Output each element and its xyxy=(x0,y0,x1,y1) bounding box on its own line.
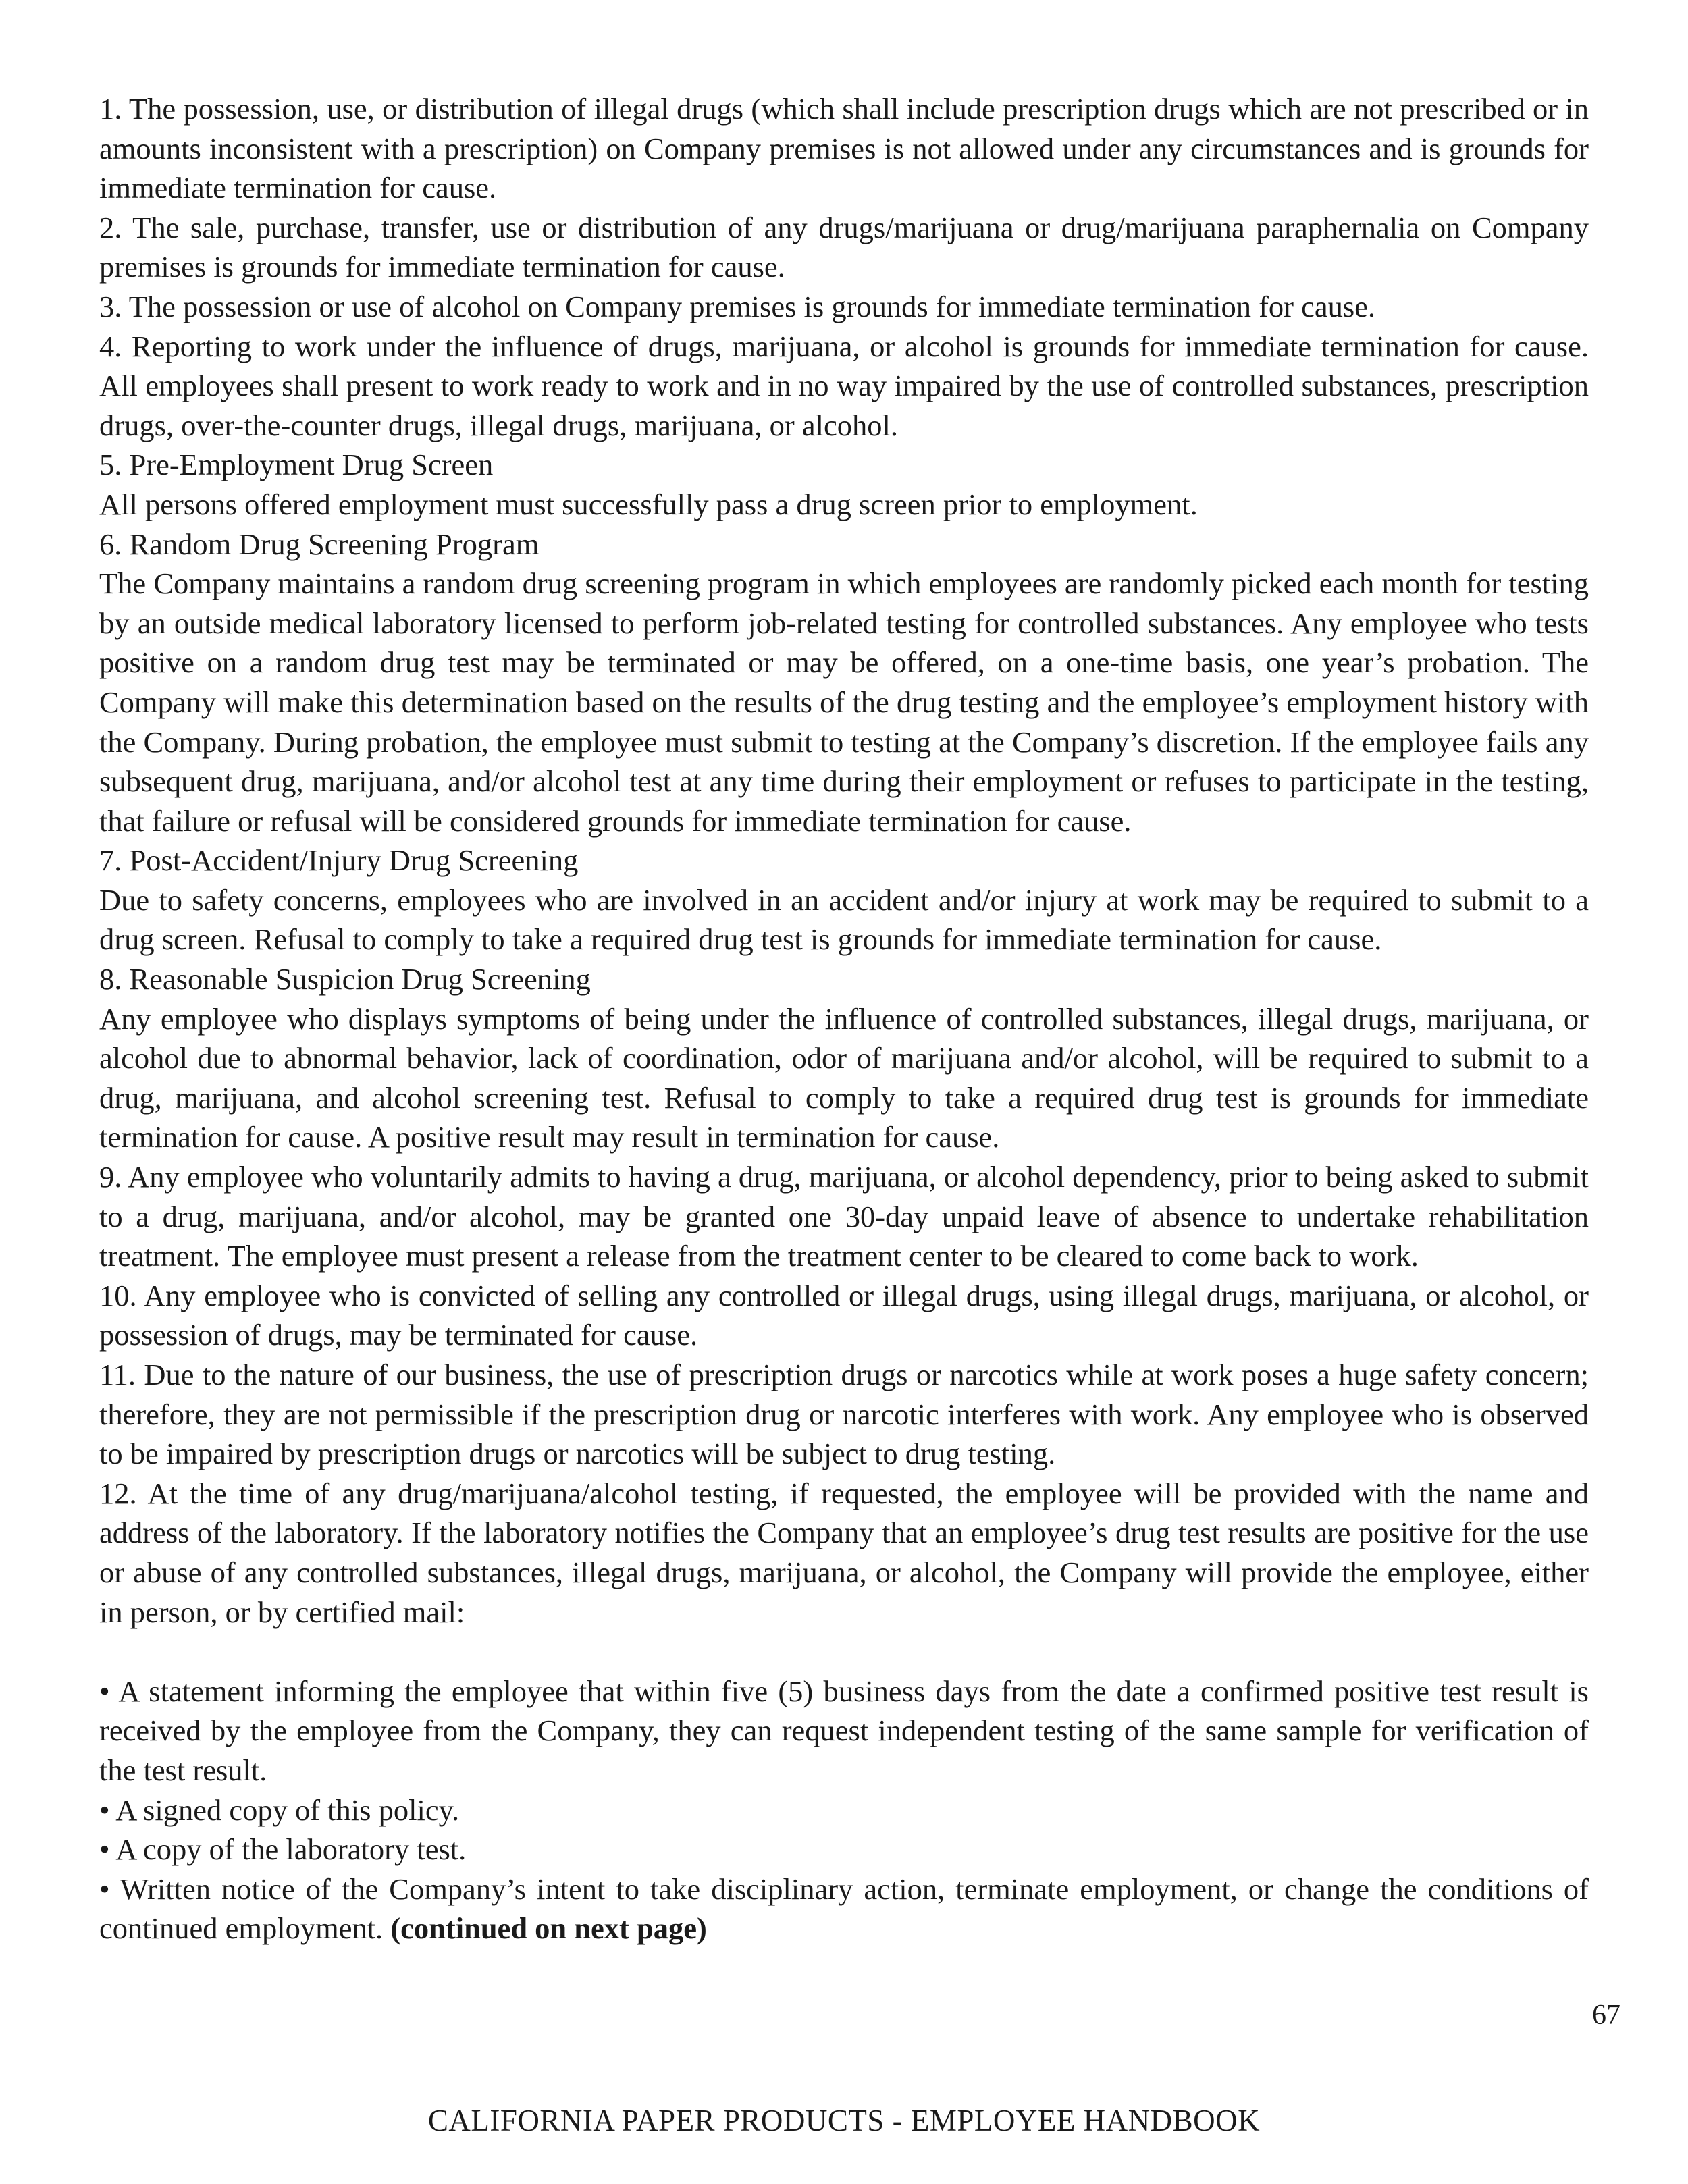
section-heading-pre-employment: 5. Pre-Employment Drug Screen xyxy=(99,448,494,482)
bullet-item-lab-test: • A copy of the laboratory test. xyxy=(99,1832,467,1867)
bullet-item-written-notice xyxy=(99,1869,1589,1948)
bullet-text-written-notice: • Written notice of the Company’s intent to take disciplinary action, terminate employment, or change the conditions of continued employment. xyxy=(99,1871,1589,1946)
policy-item-2: 2. The sale, purchase, transfer, use or distribution of any drugs/marijuana or drug/marijuana paraphernalia on Company premises is grounds for immediate termination for cause. xyxy=(99,210,1589,284)
policy-item-11: 11. Due to the nature of our business, the use of prescription drugs or narcotics while at work poses a huge safety concern; therefore, they are not permissible if the prescription drug or narcotic interferes with work. Any employee who is observed to be impaired by prescription drugs or narcotics will be subject to drug testing. xyxy=(99,1358,1589,1471)
continued-note: (continued on next page) xyxy=(390,1911,707,1946)
policy-item-4: 4. Reporting to work under the influence of drugs, marijuana, or alcohol is grounds for immediate termination for cause. All employees shall present to work ready to work and in no way impaired by the use of controlled substances, prescription drugs, over-the-counter drugs, illegal drugs, marijuana, or alcohol. xyxy=(99,329,1589,442)
bullet-item-statement: • A statement informing the employee that within five (5) business days from the date a confirmed positive test result is received by the employee from the Company, they can request independent testing of the same sample for verification of the test result. xyxy=(99,1674,1589,1787)
policy-text-random-screening: The Company maintains a random drug screening program in which employees are randomly picked each month for testing by an outside medical laboratory licensed to perform job-related testing for controlled substances. Any employee who tests positive on a random drug test may be terminated or may be offered, on a one-time basis, one year’s probation. The Company will make this determination based on the results of the drug testing and the employee’s employment history with the Company. During probation, the employee must submit to testing at the Company’s discretion. If the employee fails any subsequent drug, marijuana, and/or alcohol test at any time during their employment or refuses to participate in the testing, that failure or refusal will be considered grounds for immediate termination for cause. xyxy=(99,566,1589,838)
page-number: 67 xyxy=(1592,2000,1620,2031)
section-heading-random-screening: 6. Random Drug Screening Program xyxy=(99,527,539,561)
section-heading-post-accident: 7. Post-Accident/Injury Drug Screening xyxy=(99,843,579,878)
paragraph-spacer xyxy=(99,1632,1589,1672)
policy-text-pre-employment: All persons offered employment must successfully pass a drug screen prior to employment. xyxy=(99,487,1198,521)
policy-item-1: 1. The possession, use, or distribution of illegal drugs (which shall include prescription drugs which are not prescribed or in amounts inconsistent with a prescription) on Company premises is not allowed under any circumstances and is grounds for immediate termination for cause. xyxy=(99,92,1589,205)
bullet-item-signed-copy: • A signed copy of this policy. xyxy=(99,1792,460,1827)
policy-item-12: 12. At the time of any drug/marijuana/alcohol testing, if requested, the employee will be provided with the name and address of the laboratory. If the laboratory notifies the Company that an employee’s drug test results are positive for the use or abuse of any controlled substances, illegal drugs, marijuana, or alcohol, the Company will provide the employee, either in person, or by certified mail: xyxy=(99,1476,1589,1629)
policy-item-9: 9. Any employee who voluntarily admits to having a drug, marijuana, or alcohol dependency, prior to being asked to submit to a drug, marijuana, and/or alcohol, may be granted one 30-day unpaid leave of absence to undertake rehabilitation treatment. The employee must present a release from the treatment center to be cleared to come back to work. xyxy=(99,1160,1589,1273)
policy-item-3: 3. The possession or use of alcohol on Company premises is grounds for immediate termination for cause. xyxy=(99,289,1376,323)
policy-text-post-accident: Due to safety concerns, employees who are involved in an accident and/or injury at work may be required to submit to a drug screen. Refusal to comply to take a required drug test is grounds for immediate termination for cause. xyxy=(99,882,1589,957)
policy-text-reasonable-suspicion: Any employee who displays symptoms of being under the influence of controlled substances, illegal drugs, marijuana, or alcohol due to abnormal behavior, lack of coordination, odor of marijuana and/or alcohol, will be required to submit to a drug, marijuana, and alcohol screening test. Refusal to comply to take a required drug test is grounds for immediate termination for cause. A positive result may result in termination for cause. xyxy=(99,1001,1589,1154)
policy-item-10: 10. Any employee who is convicted of selling any controlled or illegal drugs, using illegal drugs, marijuana, or alcohol, or possession of drugs, may be terminated for cause. xyxy=(99,1278,1589,1352)
policy-body xyxy=(99,89,1589,1948)
section-heading-reasonable-suspicion: 8. Reasonable Suspicion Drug Screening xyxy=(99,962,591,996)
page-footer: CALIFORNIA PAPER PRODUCTS - EMPLOYEE HANDBOOK xyxy=(427,2104,1261,2137)
